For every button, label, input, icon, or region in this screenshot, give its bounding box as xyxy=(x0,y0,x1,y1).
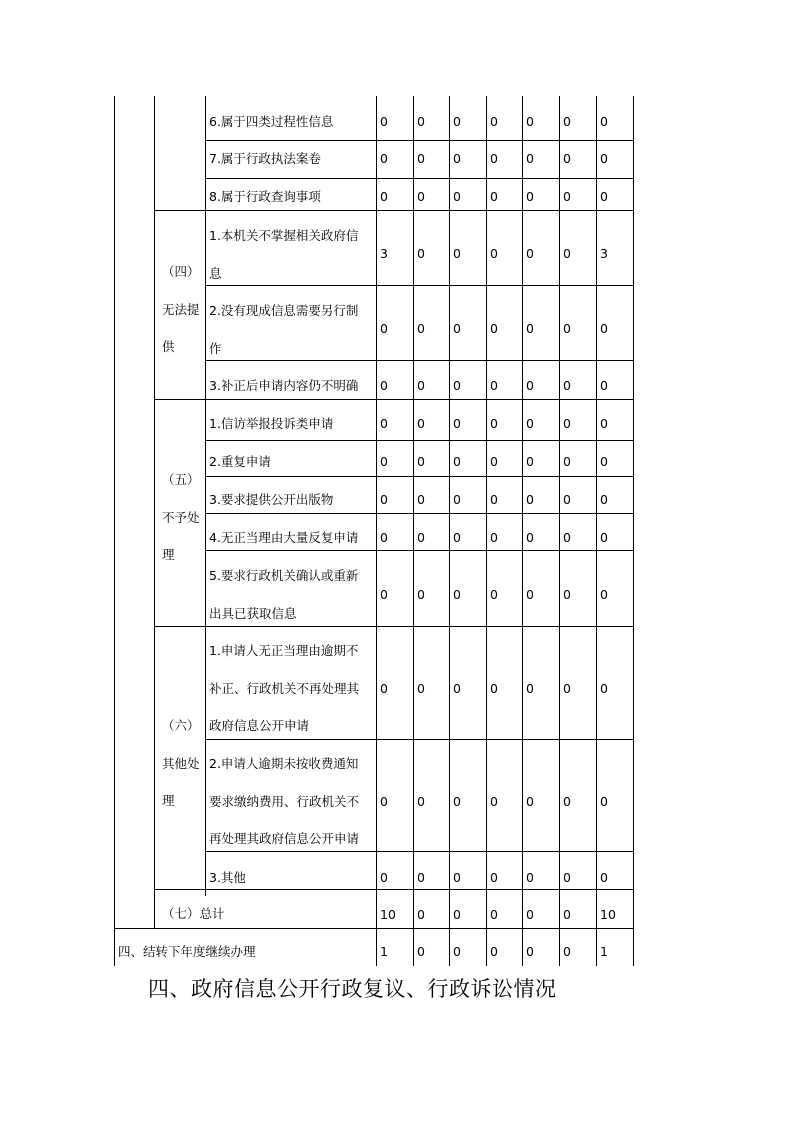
table-cell: 0 xyxy=(526,416,534,431)
table-cell: 0 xyxy=(526,492,534,507)
table-cell: 0 xyxy=(563,944,571,959)
row-label: 1.信访举报投诉类申请 xyxy=(209,416,334,431)
table-cell: 0 xyxy=(526,944,534,959)
table-cell: 0 xyxy=(526,681,534,696)
table-cell: 0 xyxy=(600,114,608,129)
table-cell: 0 xyxy=(453,378,461,393)
table-cell: 0 xyxy=(490,378,498,393)
table-cell: 0 xyxy=(526,870,534,885)
table-cell: 0 xyxy=(600,870,608,885)
table-cell: 0 xyxy=(563,189,571,204)
table-cell: 0 xyxy=(417,944,425,959)
table-cell: 0 xyxy=(563,907,571,922)
total-row-label: （七）总计 xyxy=(162,906,225,921)
table-cell: 0 xyxy=(417,246,425,261)
table-cell: 0 xyxy=(526,530,534,545)
table-col-divider-2 xyxy=(205,96,206,896)
table-cell: 0 xyxy=(490,944,498,959)
table-cell: 0 xyxy=(490,321,498,336)
table-cell: 0 xyxy=(526,114,534,129)
table-cell: 0 xyxy=(490,681,498,696)
table-cell: 0 xyxy=(563,114,571,129)
table-cell: 0 xyxy=(417,587,425,602)
table-cell: 0 xyxy=(417,321,425,336)
table-cell: 0 xyxy=(417,454,425,469)
row-line xyxy=(154,399,634,400)
table-cell: 0 xyxy=(526,189,534,204)
group-label-5: （五） 不予处 理 xyxy=(162,472,200,562)
row-line xyxy=(114,928,634,929)
table-cell: 0 xyxy=(380,681,388,696)
table-col-divider-8 xyxy=(559,96,560,966)
table-cell: 3 xyxy=(600,246,608,261)
table-cell: 3 xyxy=(380,246,388,261)
section-heading: 四、政府信息公开行政复议、行政诉讼情况 xyxy=(148,977,557,1001)
table-col-divider-5 xyxy=(449,96,450,966)
row-label: 3.其他 xyxy=(209,870,246,885)
row-label: 2.没有现成信息需要另行制 作 xyxy=(209,303,359,356)
table-cell: 0 xyxy=(380,870,388,885)
table-cell: 0 xyxy=(600,321,608,336)
table-cell: 0 xyxy=(453,907,461,922)
row-line xyxy=(205,513,634,514)
table-cell: 0 xyxy=(417,114,425,129)
table-cell: 0 xyxy=(417,681,425,696)
table-cell: 0 xyxy=(526,151,534,166)
table-cell: 0 xyxy=(453,681,461,696)
table-cell: 0 xyxy=(380,492,388,507)
table-cell: 0 xyxy=(453,321,461,336)
table-cell: 0 xyxy=(417,492,425,507)
table-cell: 0 xyxy=(490,151,498,166)
table-cell: 0 xyxy=(563,681,571,696)
table-col-divider-4 xyxy=(413,96,414,966)
row-line xyxy=(205,140,634,141)
table-cell: 0 xyxy=(526,587,534,602)
table-cell: 0 xyxy=(380,321,388,336)
table-cell: 0 xyxy=(563,378,571,393)
group-label-4: （四） 无法提 供 xyxy=(162,264,200,354)
table-cell: 0 xyxy=(453,114,461,129)
table-col-divider-1 xyxy=(154,96,155,928)
table-cell: 0 xyxy=(453,870,461,885)
table-cell: 0 xyxy=(600,794,608,809)
table-cell: 0 xyxy=(490,114,498,129)
table-cell: 0 xyxy=(453,530,461,545)
row-label: 2.申请人逾期未按收费通知 要求缴纳费用、行政机关不 再处理其政府信息公开申请 xyxy=(209,756,360,846)
table-cell: 0 xyxy=(600,454,608,469)
table-cell: 0 xyxy=(380,530,388,545)
table-cell: 1 xyxy=(380,944,388,959)
group-label-6: （六） 其他处 理 xyxy=(162,718,200,808)
table-cell: 0 xyxy=(600,681,608,696)
table-cell: 0 xyxy=(600,530,608,545)
table-cell: 10 xyxy=(600,907,616,922)
table-cell: 0 xyxy=(490,870,498,885)
row-label: 3.补正后申请内容仍不明确 xyxy=(209,378,359,393)
table-cell: 0 xyxy=(417,530,425,545)
table-cell: 0 xyxy=(380,151,388,166)
table-cell: 1 xyxy=(600,944,608,959)
table-cell: 0 xyxy=(563,246,571,261)
table-cell: 0 xyxy=(490,587,498,602)
table-cell: 0 xyxy=(526,454,534,469)
table-cell: 0 xyxy=(417,794,425,809)
row-label: 8.属于行政查询事项 xyxy=(209,189,321,204)
table-cell: 0 xyxy=(453,492,461,507)
table-cell: 10 xyxy=(380,907,396,922)
table-cell: 0 xyxy=(490,454,498,469)
table-cell: 0 xyxy=(453,587,461,602)
table-cell: 0 xyxy=(453,944,461,959)
table-cell: 0 xyxy=(490,189,498,204)
table-col-divider-9 xyxy=(596,96,597,966)
row-label: 4.无正当理由大量反复申请 xyxy=(209,530,359,545)
table-cell: 0 xyxy=(417,378,425,393)
table-cell: 0 xyxy=(380,454,388,469)
table-cell: 0 xyxy=(600,189,608,204)
table-cell: 0 xyxy=(380,416,388,431)
table-cell: 0 xyxy=(526,907,534,922)
row-line xyxy=(205,178,634,179)
table-cell: 0 xyxy=(563,321,571,336)
table-cell: 0 xyxy=(490,416,498,431)
table-cell: 0 xyxy=(417,189,425,204)
row-label: 7.属于行政执法案卷 xyxy=(209,151,321,166)
table-border-left xyxy=(114,96,115,966)
row-label: 6.属于四类过程性信息 xyxy=(209,114,334,129)
table-cell: 0 xyxy=(417,151,425,166)
row-label: 1.申请人无正当理由逾期不 补正、行政机关不再处理其 政府信息公开申请 xyxy=(209,643,360,733)
row-label: 5.要求行政机关确认或重新 出具已获取信息 xyxy=(209,568,359,621)
table-cell: 0 xyxy=(490,492,498,507)
row-line xyxy=(154,889,634,890)
table-cell: 0 xyxy=(380,794,388,809)
table-col-divider-3 xyxy=(376,96,377,966)
table-cell: 0 xyxy=(453,189,461,204)
table-cell: 0 xyxy=(490,907,498,922)
table-cell: 0 xyxy=(600,587,608,602)
table-cell: 0 xyxy=(563,587,571,602)
table-cell: 0 xyxy=(453,151,461,166)
row-line xyxy=(205,476,634,477)
table-cell: 0 xyxy=(526,321,534,336)
table-cell: 0 xyxy=(380,114,388,129)
table-cell: 0 xyxy=(526,246,534,261)
row-line xyxy=(205,440,634,441)
table-cell: 0 xyxy=(563,151,571,166)
row-label: 2.重复申请 xyxy=(209,454,271,469)
table-cell: 0 xyxy=(526,794,534,809)
table-cell: 0 xyxy=(563,794,571,809)
table-cell: 0 xyxy=(563,530,571,545)
table-cell: 0 xyxy=(453,794,461,809)
table-cell: 0 xyxy=(380,587,388,602)
table-col-divider-6 xyxy=(486,96,487,966)
table-cell: 0 xyxy=(453,246,461,261)
table-col-divider-7 xyxy=(522,96,523,966)
row-label: 1.本机关不掌握相关政府信 息 xyxy=(209,228,359,281)
row-line xyxy=(154,210,634,211)
table-cell: 0 xyxy=(490,246,498,261)
table-cell: 0 xyxy=(563,492,571,507)
table-cell: 0 xyxy=(600,492,608,507)
table-cell: 0 xyxy=(563,454,571,469)
row-line xyxy=(205,550,634,551)
table-cell: 0 xyxy=(453,454,461,469)
table-cell: 0 xyxy=(490,794,498,809)
table-cell: 0 xyxy=(380,378,388,393)
table-cell: 0 xyxy=(417,907,425,922)
table-cell: 0 xyxy=(600,151,608,166)
table-cell: 0 xyxy=(563,416,571,431)
table-cell: 0 xyxy=(526,378,534,393)
table-cell: 0 xyxy=(600,378,608,393)
table-cell: 0 xyxy=(417,870,425,885)
table-cell: 0 xyxy=(490,530,498,545)
table-cell: 0 xyxy=(453,416,461,431)
carryover-row-label: 四、结转下年度继续办理 xyxy=(118,944,256,959)
table-cell: 0 xyxy=(563,870,571,885)
row-label: 3.要求提供公开出版物 xyxy=(209,492,334,507)
table-cell: 0 xyxy=(380,189,388,204)
table-border-right xyxy=(633,96,634,966)
table-cell: 0 xyxy=(600,416,608,431)
table-cell: 0 xyxy=(417,416,425,431)
